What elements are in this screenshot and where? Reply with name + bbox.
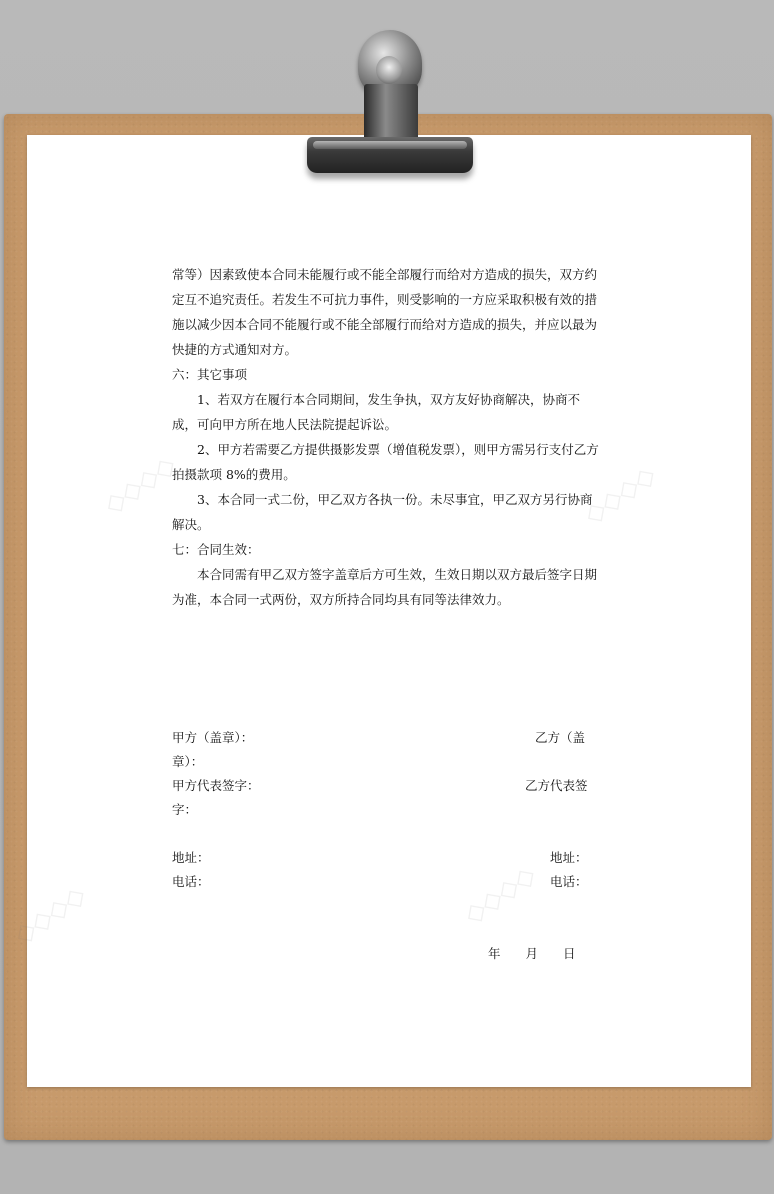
contract-body — [172, 262, 604, 612]
clause-effective: 本合同需有甲乙双方签字盖章后方可生效，生效日期以双方最后签字日期为准，本合同一式两份，双方所持合同均具有同等法律效力。 — [172, 567, 598, 607]
party-a-seal-label: 甲方（盖章）： — [172, 730, 254, 745]
party-b-rep-label-wrap: 字： — [172, 802, 198, 817]
clip-hole — [376, 56, 402, 84]
address-a-label: 地址： — [172, 850, 210, 865]
party-a-rep-label: 甲方代表签字： — [172, 778, 260, 793]
section-heading-effective: 七：合同生效： — [172, 542, 260, 557]
clip-neck — [364, 84, 418, 142]
phone-a-label: 电话： — [172, 874, 210, 889]
paragraph-force-majeure: 常等）因素致使本合同未能履行或不能全部履行而给对方造成的损失，双方约定互不追究责任。若发生不可抗力事件，则受影响的一方应采取积极有效的措施以减少因本合同不能履行或不能全部履行而给对方造成的损失，并应以最为快捷的方式通知对方。 — [172, 267, 598, 357]
phone-b-label: 电话： — [550, 874, 588, 889]
party-b-seal-label: 乙方（盖 — [535, 730, 586, 745]
clip-icon — [307, 137, 473, 173]
section-heading-other: 六：其它事项 — [172, 367, 248, 382]
clause-2: 2、甲方若需要乙方提供摄影发票（增值税发票），则甲方需另行支付乙方拍摄款项 8%的费用。 — [172, 442, 599, 482]
clause-3: 3、本合同一式二份，甲乙双方各执一份。未尽事宜，甲乙双方另行协商解决。 — [172, 492, 593, 532]
party-b-seal-label-wrap: 章）： — [172, 754, 204, 769]
date-line: 年 月 日 — [488, 946, 576, 961]
clause-1: 1、若双方在履行本合同期间，发生争执，双方友好协商解决，协商不成，可向甲方所在地人民法院提起诉讼。 — [172, 392, 580, 432]
address-b-label: 地址： — [550, 850, 588, 865]
party-b-rep-label: 乙方代表签 — [525, 778, 588, 793]
